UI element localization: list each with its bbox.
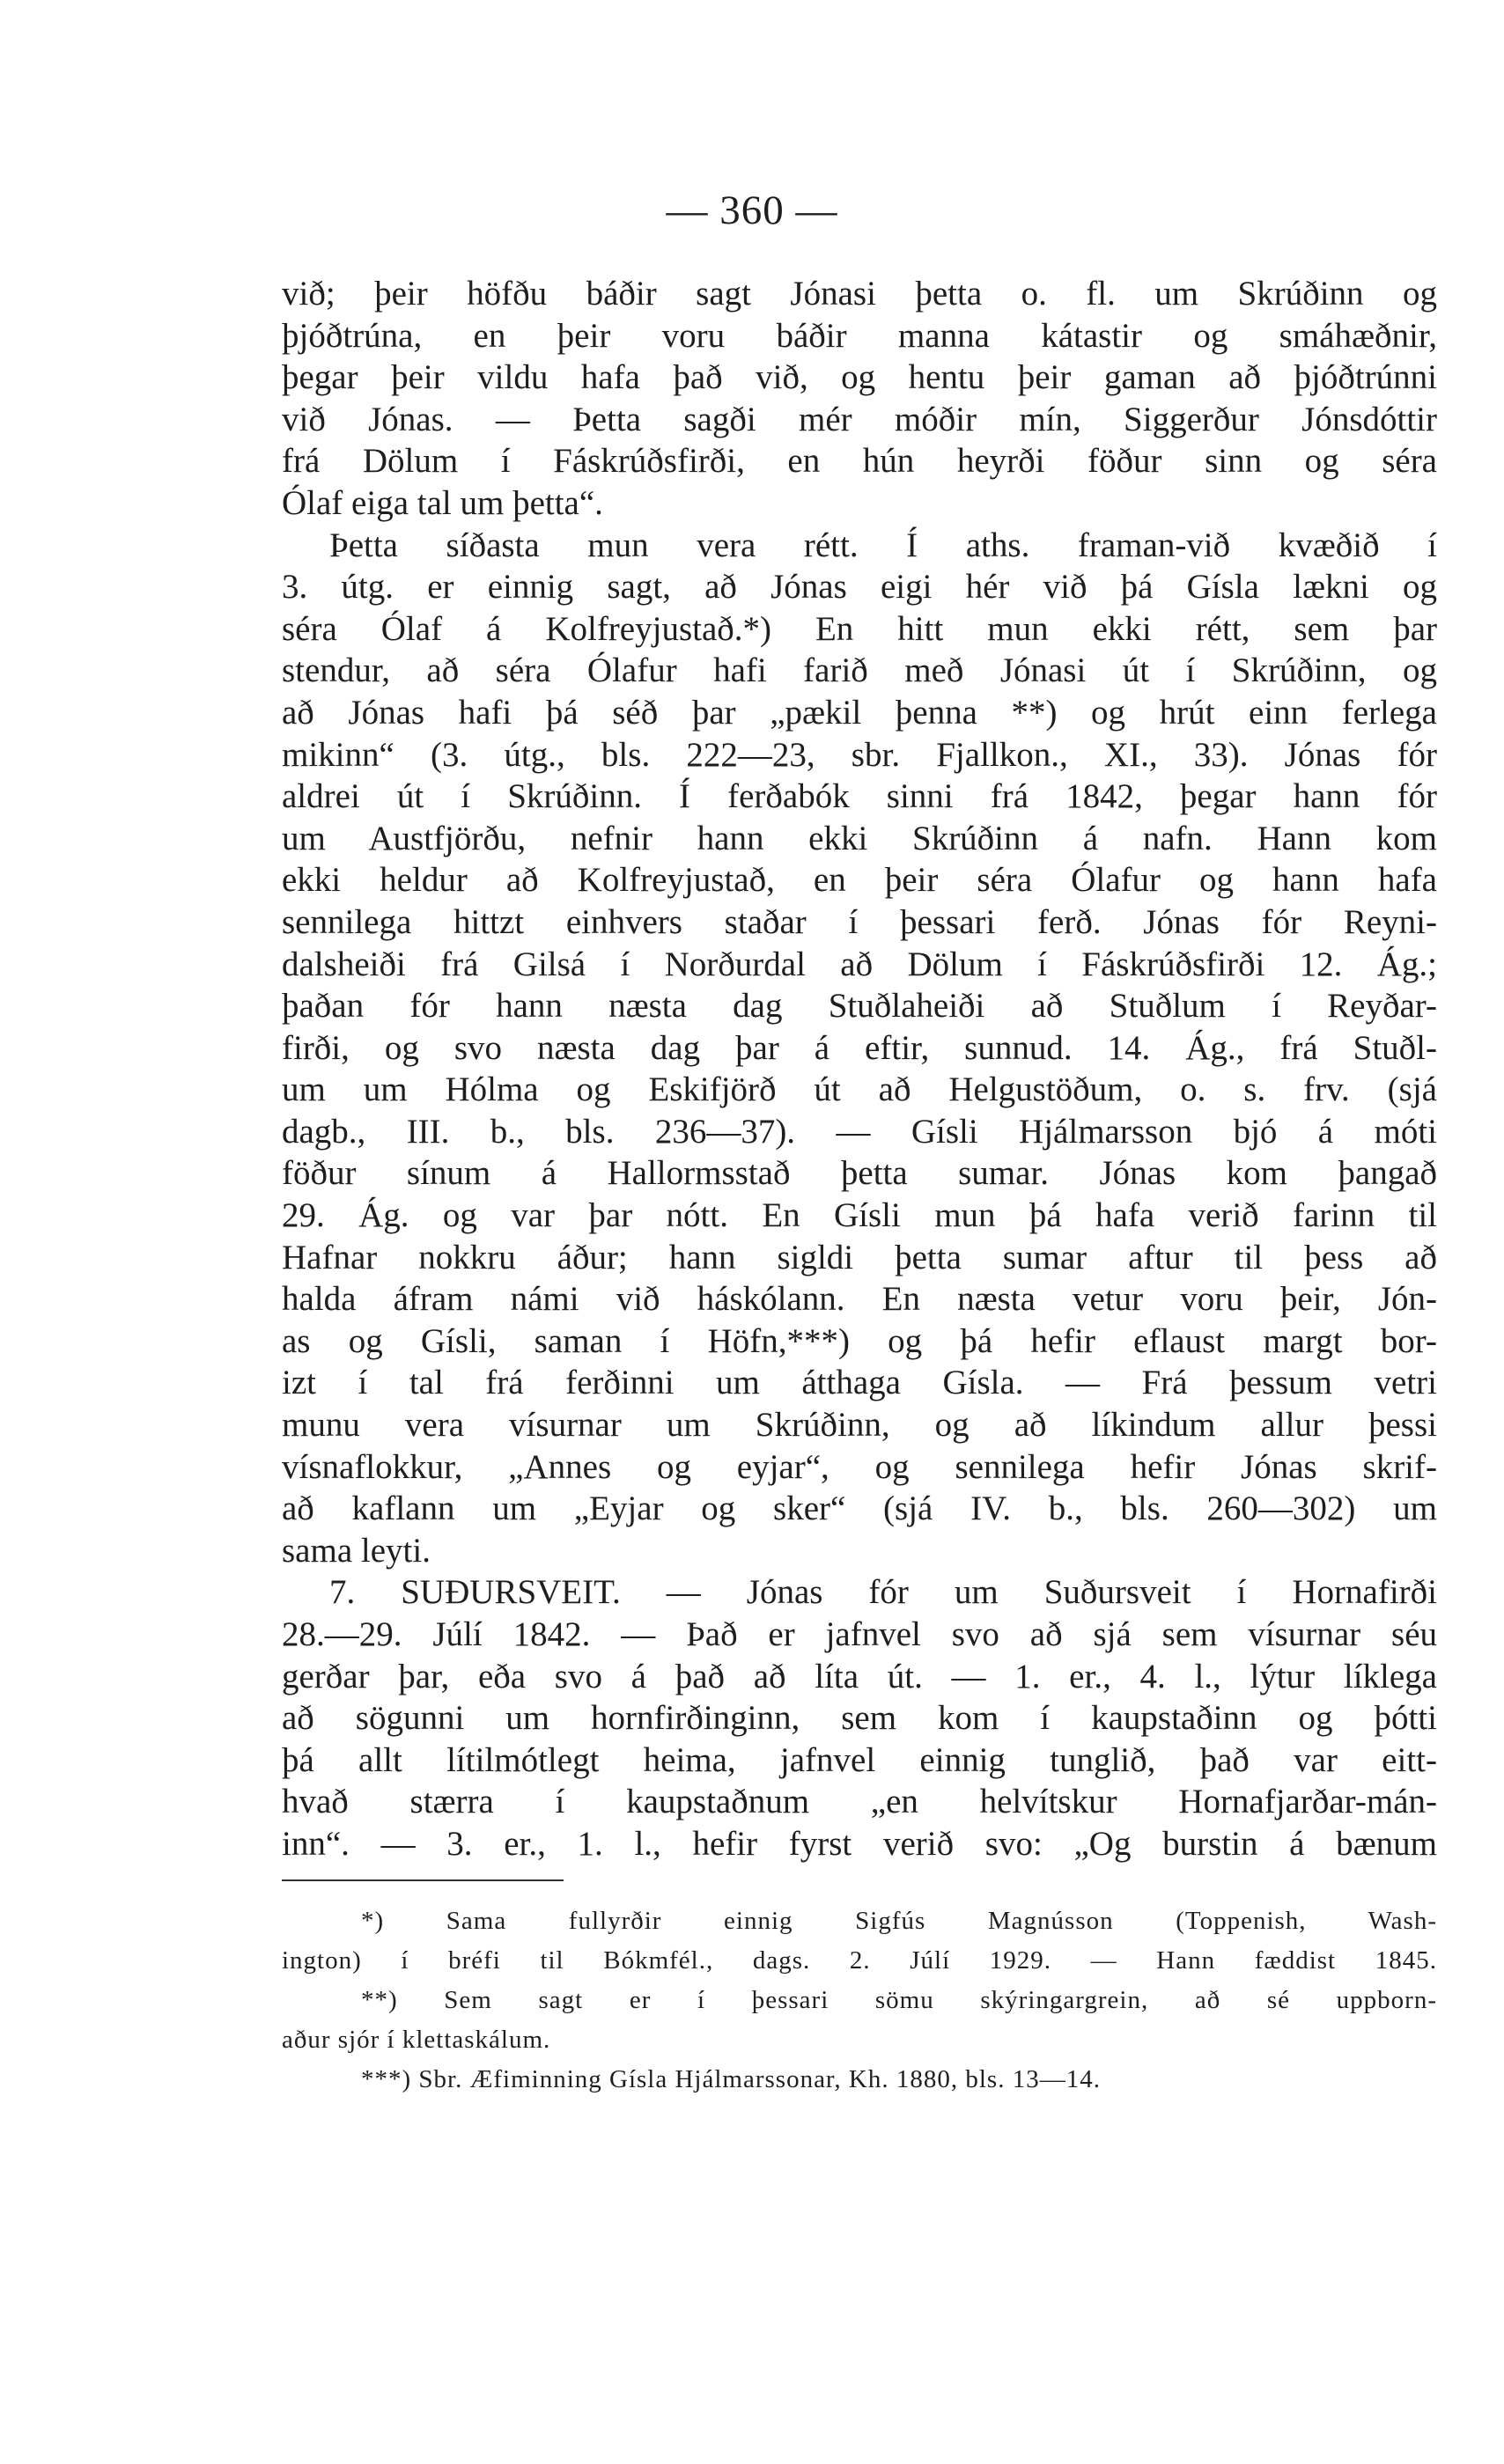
text-line: að kaflann um „Eyjar og sker“ (sjá IV. b., bls. 260—302) um [282, 1489, 1437, 1528]
text-line: hvað stærra í kaupstaðnum „en helvítskur Hornafjarðar-mán- [282, 1783, 1437, 1821]
text-line: 29. Ág. og var þar nótt. En Gísli mun þá hafa verið farinn til [282, 1196, 1437, 1235]
text-line: séra Ólaf á Kolfreyjustað.*) En hitt mun ekki rétt, sem þar [282, 609, 1437, 648]
text-line: um Austfjörðu, nefnir hann ekki Skrúðinn á nafn. Hann kom [282, 819, 1437, 857]
footnote-line: **) Sem sagt er í þessari sömu skýringargrein, að sé uppborn- [361, 1986, 1437, 2014]
text-line: dalsheiði frá Gilsá í Norðurdal að Dölum í Fáskrúðsfirði 12. Ág.; [282, 945, 1437, 983]
text-line: as og Gísli, saman í Höfn,***) og þá hefir eflaust margt bor- [282, 1321, 1437, 1360]
text-line: dagb., III. b., bls. 236—37). — Gísli Hjálmarsson bjó á móti [282, 1112, 1437, 1151]
page-number: — 360 — [666, 188, 838, 233]
text-line: izt í tal frá ferðinni um átthaga Gísla. — Frá þessum vetri [282, 1364, 1437, 1402]
text-line: mikinn“ (3. útg., bls. 222—23, sbr. Fjallkon., XI., 33). Jónas fór [282, 735, 1437, 774]
text-line: Hafnar nokkru áður; hann sigldi þetta sumar aftur til þess að [282, 1238, 1437, 1276]
text-line: gerðar þar, eða svo á það að líta út. — 1. er., 4. l., lýtur líklega [282, 1657, 1437, 1695]
text-line: Ólaf eiga tal um þetta“. [282, 483, 603, 522]
text-line: að sögunni um hornfirðinginn, sem kom í kaupstaðinn og þótti [282, 1699, 1437, 1738]
text-line: ekki heldur að Kolfreyjustað, en þeir séra Ólafur og hann hafa [282, 861, 1437, 900]
text-line: stendur, að séra Ólafur hafi farið með Jónasi út í Skrúðinn, og [282, 651, 1437, 690]
section-heading-line: 7. SUÐURSVEIT. — Jónas fór um Suðursveit í Hornafirði [329, 1573, 1437, 1612]
text-line: vísnaflokkur, „Annes og eyjar“, og sennilega hefir Jónas skrif- [282, 1447, 1437, 1486]
text-line: firði, og svo næsta dag þar á eftir, sunnud. 14. Ág., frá Stuðl- [282, 1028, 1437, 1067]
text-line: þá allt lítilmótlegt heima, jafnvel einnig tunglið, það var eitt- [282, 1740, 1437, 1779]
text-line: 3. útg. er einnig sagt, að Jónas eigi hér við þá Gísla lækni og [282, 568, 1437, 607]
text-line: þjóðtrúna, en þeir voru báðir manna kátastir og smáhæðnir, [282, 316, 1437, 355]
text-line: inn“. — 3. er., 1. l., hefir fyrst verið svo: „Og burstin á bænum [282, 1824, 1437, 1863]
text-line: við; þeir höfðu báðir sagt Jónasi þetta o. fl. um Skrúðinn og [282, 275, 1437, 313]
text-line: sennilega hittzt einhvers staðar í þessari ferð. Jónas fór Reyni- [282, 902, 1437, 941]
footnote-divider [282, 1879, 564, 1881]
footnotes [282, 1901, 1437, 2100]
text-line: sama leyti. [282, 1531, 431, 1570]
text-line: aldrei út í Skrúðinn. Í ferðabók sinni frá 1842, þegar hann fór [282, 777, 1437, 816]
footnote-line: *) Sama fullyrðir einnig Sigfús Magnússon (Toppenish, Wash- [361, 1907, 1437, 1935]
text-line: frá Dölum í Fáskrúðsfirði, en hún heyrði föður sinn og séra [282, 442, 1437, 481]
text-line: 28.—29. Júlí 1842. — Það er jafnvel svo að sjá sem vísurnar séu [282, 1615, 1437, 1653]
text-line: Þetta síðasta mun vera rétt. Í aths. framan-við kvæðið í [329, 526, 1437, 564]
footnote-line: ***) Sbr. Æfiminning Gísla Hjálmarssonar, Kh. 1880, bls. 13—14. [361, 2065, 1101, 2093]
text-line: við Jónas. — Þetta sagði mér móðir mín, Siggerður Jónsdóttir [282, 400, 1437, 438]
text-line: þaðan fór hann næsta dag Stuðlaheiði að Stuðlum í Reyðar- [282, 987, 1437, 1026]
text-line: þegar þeir vildu hafa það við, og hentu þeir gaman að þjóðtrúnni [282, 358, 1437, 397]
footnote-line: ington) í bréfi til Bókmfél., dags. 2. Júlí 1929. — Hann fæddist 1845. [282, 1946, 1437, 1975]
body-text [282, 273, 1437, 1865]
text-line: að Jónas hafi þá séð þar „pækil þenna **) og hrút einn ferlega [282, 693, 1437, 732]
text-line: föður sínum á Hallormsstað þetta sumar. Jónas kom þangað [282, 1154, 1437, 1193]
text-line: halda áfram námi við háskólann. En næsta vetur voru þeir, Jón- [282, 1280, 1437, 1319]
text-line: munu vera vísurnar um Skrúðinn, og að líkindum allur þessi [282, 1406, 1437, 1445]
footnote-line: aður sjór í klettaskálum. [282, 2026, 551, 2054]
text-line: um um Hólma og Eskifjörð út að Helgustöðum, o. s. frv. (sjá [282, 1070, 1437, 1109]
